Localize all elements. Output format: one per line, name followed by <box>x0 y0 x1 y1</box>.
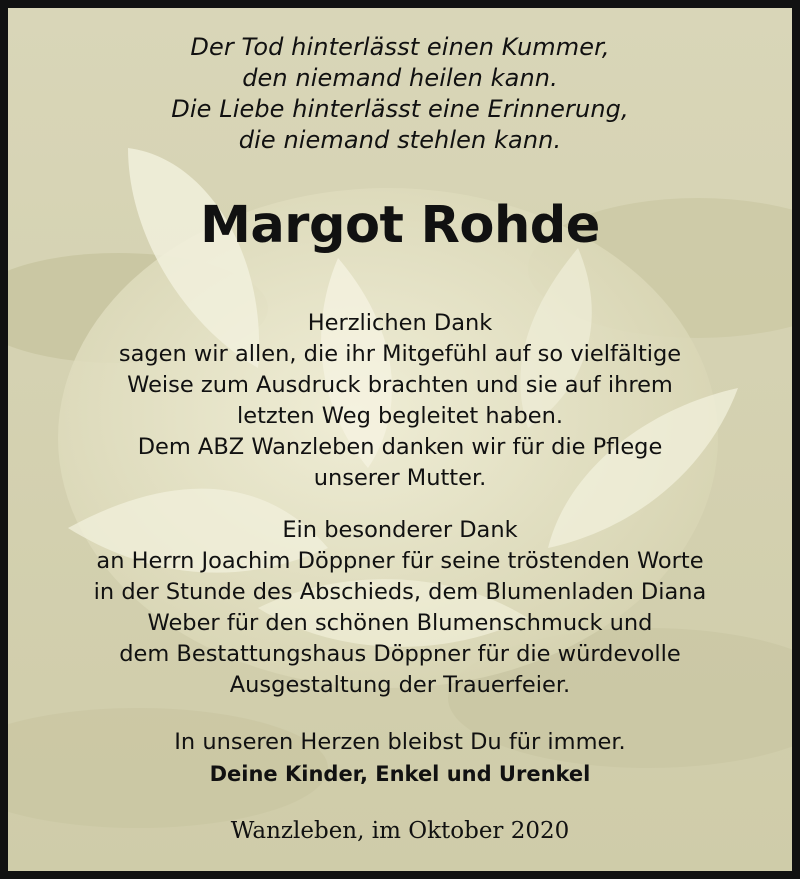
text-line: Weise zum Ausdruck brachten und sie auf ihrem <box>127 372 673 398</box>
text-line: Dem ABZ Wanzleben danken wir für die Pflege <box>137 434 663 460</box>
place-date: Wanzleben, im Oktober 2020 <box>230 818 570 844</box>
text-line: in der Stunde des Abschieds, dem Blumenladen Diana <box>93 579 707 605</box>
text-line: Ausgestaltung der Trauerfeier. <box>229 672 571 698</box>
deceased-name: Margot Rohde <box>200 196 600 255</box>
poem-line: die niemand stehlen kann. <box>238 126 562 154</box>
poem-line: den niemand heilen kann. <box>242 64 558 92</box>
thanks-paragraph-1 <box>8 308 792 494</box>
text-line: letzten Weg begleitet haben. <box>237 403 563 429</box>
opening-poem <box>8 32 792 156</box>
notice-content <box>8 8 792 871</box>
poem-line: Die Liebe hinterlässt eine Erinnerung, <box>171 95 629 123</box>
thanks-paragraph-2 <box>8 515 792 701</box>
text-line: sagen wir allen, die ihr Mitgefühl auf so vielfältige <box>118 341 682 367</box>
poem-line: Der Tod hinterlässt einen Kummer, <box>190 33 610 61</box>
signature: Deine Kinder, Enkel und Urenkel <box>209 762 591 786</box>
text-line: Ein besonderer Dank <box>282 517 518 543</box>
text-line: Weber für den schönen Blumenschmuck und <box>147 610 653 636</box>
text-line: unserer Mutter. <box>313 465 487 491</box>
obituary-notice <box>8 8 792 871</box>
text-line: an Herrn Joachim Döppner für seine tröstenden Worte <box>96 548 704 574</box>
text-line: Herzlichen Dank <box>307 310 493 336</box>
closing-line: In unseren Herzen bleibst Du für immer. <box>174 729 626 755</box>
text-line: dem Bestattungshaus Döppner für die würdevolle <box>119 641 681 667</box>
